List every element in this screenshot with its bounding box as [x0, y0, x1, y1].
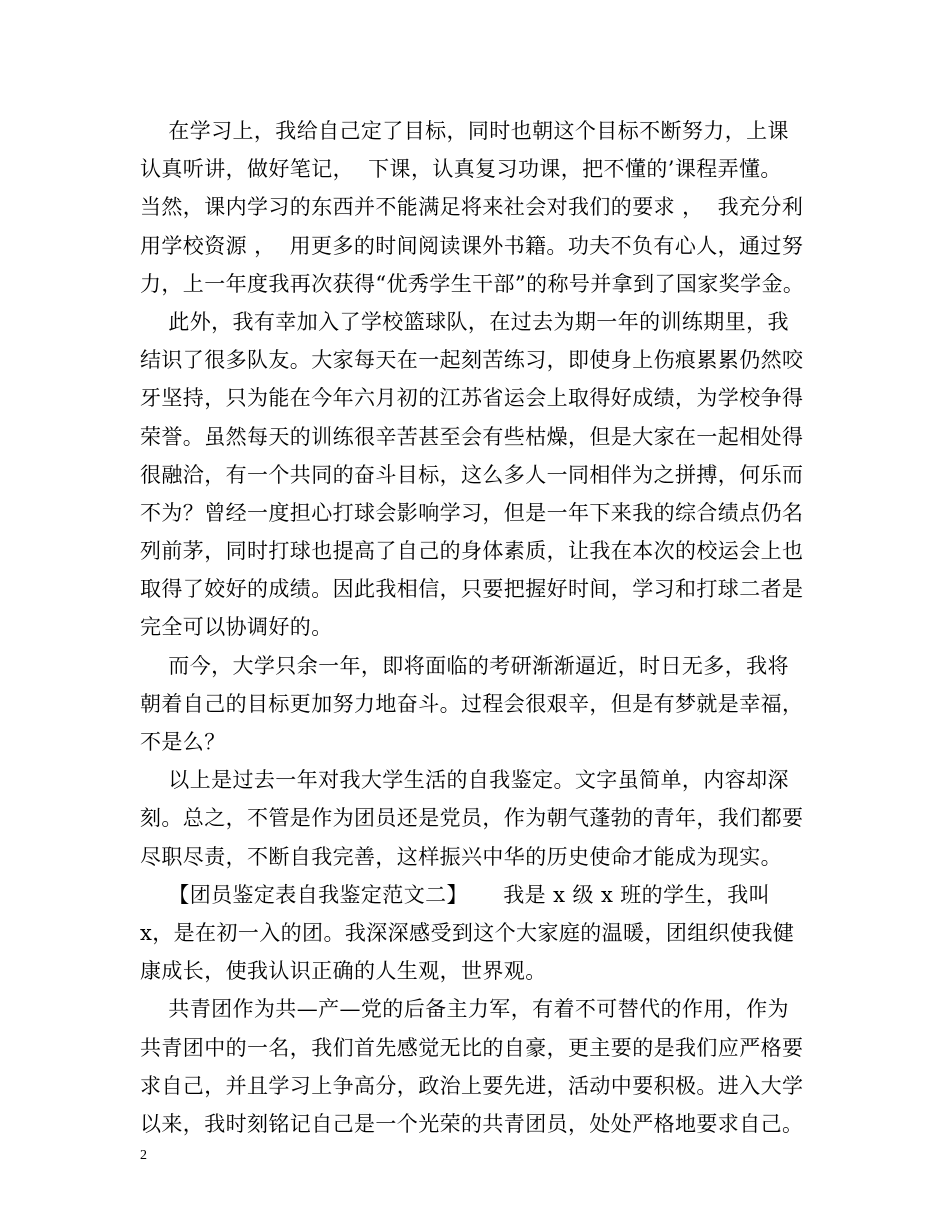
text-line: 共青团作为共—产—党的后备主力军，有着不可替代的作用，作为	[140, 997, 789, 1022]
text-line: 刻。总之，不管是作为团员还是党员，作为朝气蓬勃的青年，我们都要	[140, 806, 804, 831]
text-line: 【团员鉴定表自我鉴定范文二】 我是 x 级 x 班的学生，我叫	[140, 882, 771, 907]
text-line: 牙坚持，只为能在今年六月初的江苏省运会上取得好成绩，为学校争得	[140, 386, 804, 411]
text-line: 朝着自己的目标更加努力地奋斗。过程会很艰辛，但是有梦就是幸福，	[140, 691, 804, 716]
text-line: x，是在初一入的团。我深深感受到这个大家庭的温暖，团组织使我健	[140, 920, 795, 945]
text-line: 认真听讲，做好笔记， 下课，认真复习功课，把不懂的’课程弄懂。	[140, 157, 782, 182]
text-line: 求自己，并且学习上争高分，政治上要先进，活动中要积极。进入大学	[140, 1073, 804, 1098]
text-line: 列前茅，同时打球也提高了自己的身体素质，让我在本次的校运会上也	[140, 539, 804, 564]
document-body	[140, 112, 820, 1143]
text-line: 共青团中的一名，我们首先感觉无比的自豪，更主要的是我们应严格要	[140, 1035, 804, 1060]
text-line: 在学习上，我给自己定了目标，同时也朝这个目标不断努力，上课	[140, 119, 789, 143]
text-line: 以上是过去一年对我大学生活的自我鉴定。文字虽简单，内容却深	[140, 768, 789, 793]
text-line: 结识了很多队友。大家每天在一起刻苦练习，即使身上伤痕累累仍然咬	[140, 348, 804, 373]
text-line: 不是么？	[140, 730, 226, 754]
text-line: 以来，我时刻铭记自己是一个光荣的共青团员，处处严格地要求自己。	[140, 1111, 804, 1136]
text-line: 取得了姣好的成绩。因此我相信，只要把握好时间，学习和打球二者是	[140, 577, 804, 602]
page-number: 2	[140, 1148, 147, 1163]
text-line: 此外，我有幸加入了学校篮球队，在过去为期一年的训练期里，我	[140, 309, 789, 334]
text-line: 很融洽，有一个共同的奋斗目标，这么多人一同相伴为之拼搏，何乐而	[140, 462, 804, 487]
text-line: 荣誉。虽然每天的训练很辛苦甚至会有些枯燥，但是大家在一起相处得	[140, 424, 804, 449]
text-line: 当然，课内学习的东西并不能满足将来社会对我们的要求 ， 我充分利	[140, 195, 804, 220]
text-line: 力，上一年度我再次获得“优秀学生干部”的称号并拿到了国家奖学金。	[140, 271, 805, 296]
text-line: 不为？曾经一度担心打球会影响学习，但是一年下来我的综合绩点仍名	[140, 500, 804, 525]
text-line: 而今，大学只余一年，即将面临的考研渐渐逼近，时日无多，我将	[140, 653, 789, 678]
text-line: 尽职尽责，不断自我完善，这样振兴中华的历史使命才能成为现实。	[140, 844, 782, 869]
text-line: 康成长，使我认识正确的人生观，世界观。	[140, 959, 547, 984]
text-line: 完全可以协调好的。	[140, 615, 333, 640]
text-line: 用学校资源 ， 用更多的时间阅读课外书籍。功夫不负有心人，通过努	[140, 233, 804, 258]
